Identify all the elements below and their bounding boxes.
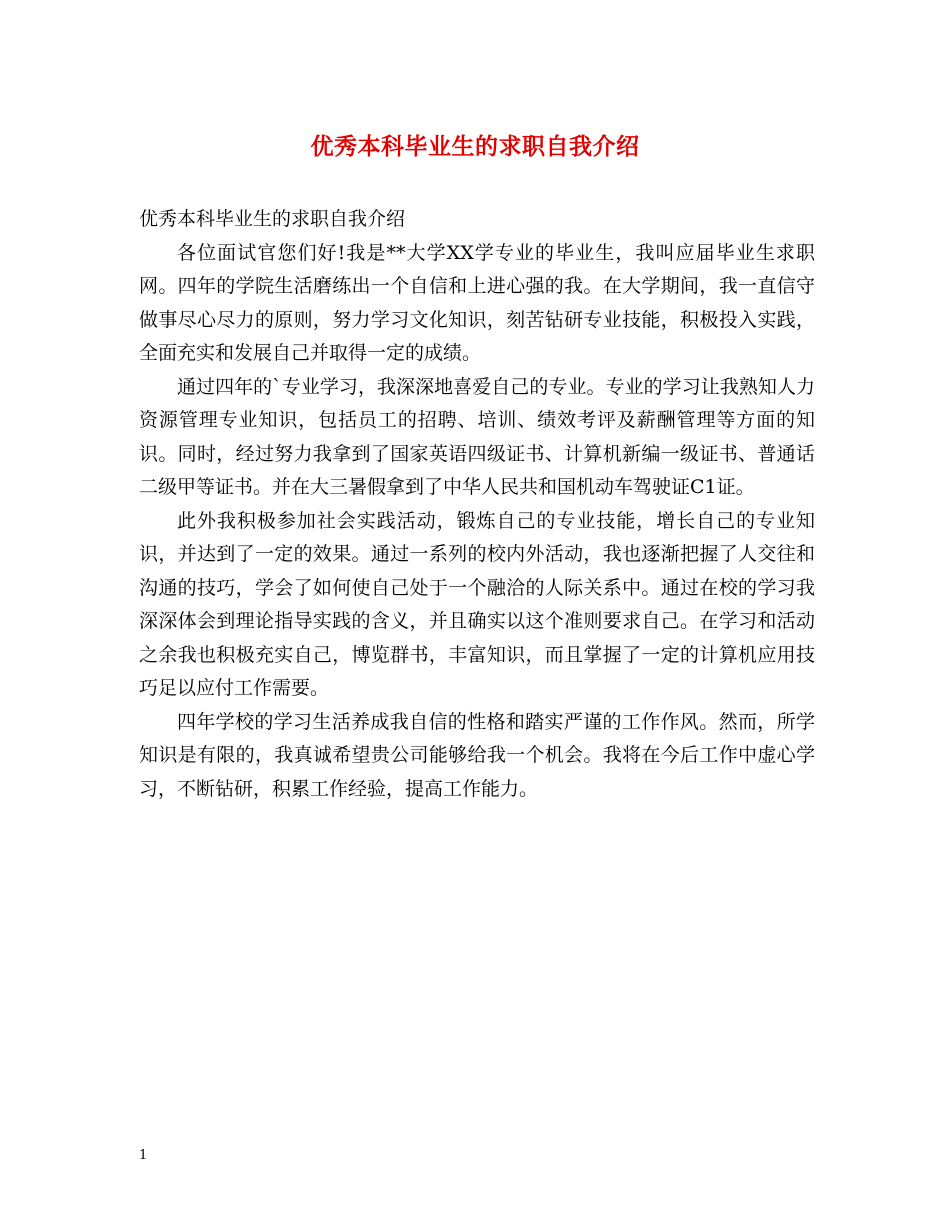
document-body [139,203,815,806]
paragraph-1: 各位面试官您们好!我是**大学XX学专业的毕业生，我叫应届毕业生求职网。四年的学院生活磨练出一个自信和上进心强的我。在大学期间，我一直信守做事尽心尽力的原则，努力学习文化知识，刻苦钻研专业技能，积极投入实践，全面充实和发展自己并取得一定的成绩。 [139,241,815,364]
paragraph-3: 此外我积极参加社会实践活动，锻炼自己的专业技能，增长自己的专业知识，并达到了一定的效果。通过一系列的校内外活动，我也逐渐把握了人交往和沟通的技巧，学会了如何使自己处于一个融洽的人际关系中。通过在校的学习我深深体会到理论指导实践的含义，并且确实以这个准则要求自己。在学习和活动之余我也积极充实自己，博览群书，丰富知识，而且掌握了一定的计算机应用技巧足以应付工作需要。 [139,509,815,699]
page-number: 1 [139,1148,148,1163]
paragraph-2: 通过四年的`专业学习，我深深地喜爱自己的专业。专业的学习让我熟知人力资源管理专业知识，包括员工的招聘、培训、绩效考评及薪酬管理等方面的知识。同时，经过努力我拿到了国家英语四级证书、计算机新编一级证书、普通话二级甲等证书。并在大三暑假拿到了中华人民共和国机动车驾驶证C1证。 [139,375,815,498]
document-subtitle: 优秀本科毕业生的求职自我介绍 [139,208,406,230]
document-title: 优秀本科毕业生的求职自我介绍 [310,133,640,160]
paragraph-4: 四年学校的学习生活养成我自信的性格和踏实严谨的工作作风。然而，所学知识是有限的，我真诚希望贵公司能够给我一个机会。我将在今后工作中虚心学习，不断钻研，积累工作经验，提高工作能力。 [139,710,815,800]
